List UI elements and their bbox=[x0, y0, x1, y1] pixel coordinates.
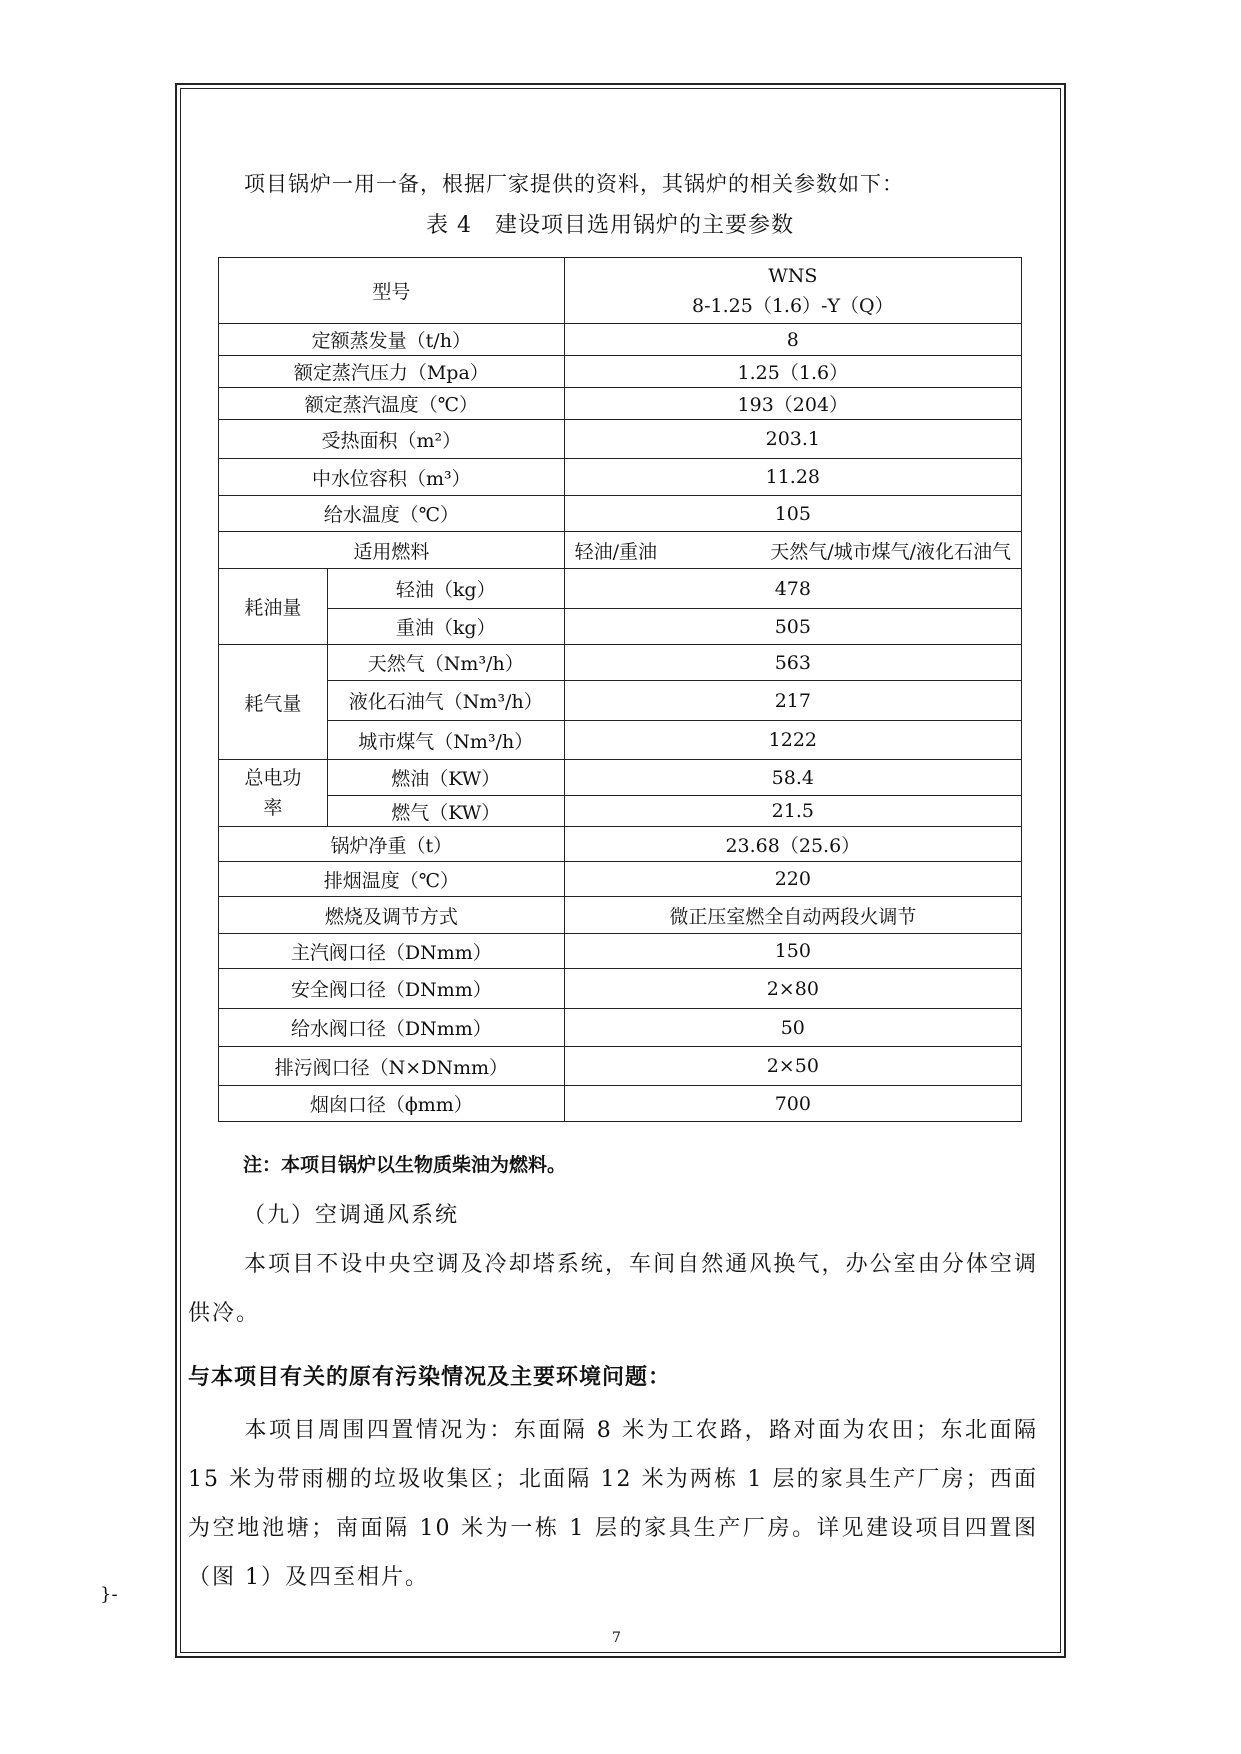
boiler-parameters-table bbox=[218, 257, 1022, 1122]
surroundings-paragraph bbox=[188, 1406, 1038, 1602]
model-value-line1: WNS bbox=[768, 264, 818, 287]
table-row bbox=[219, 721, 1022, 760]
row-value: 700 bbox=[564, 1086, 1021, 1122]
binding-edge-mark: }- bbox=[100, 1584, 118, 1605]
table-row bbox=[219, 532, 1022, 569]
row-label: 给水阀口径（DNmm） bbox=[219, 1009, 565, 1047]
model-label: 型号 bbox=[219, 258, 565, 324]
table-row bbox=[219, 459, 1022, 496]
oil-consumption-group: 耗油量 bbox=[219, 569, 328, 645]
row-value: 21.5 bbox=[564, 796, 1021, 827]
model-value bbox=[564, 258, 1021, 324]
gas-consumption-group: 耗气量 bbox=[219, 645, 328, 760]
row-label: 城市煤气（Nm³/h） bbox=[327, 721, 564, 760]
row-label: 安全阀口径（DNmm） bbox=[219, 969, 565, 1009]
table-row bbox=[219, 388, 1022, 420]
table-row bbox=[219, 569, 1022, 609]
row-label: 主汽阀口径（DNmm） bbox=[219, 934, 565, 969]
row-value: 2×80 bbox=[564, 969, 1021, 1009]
fuel-label: 适用燃料 bbox=[219, 532, 565, 569]
fuel-gas-types: 天然气/城市煤气/液化石油气 bbox=[770, 540, 1011, 563]
row-label: 燃烧及调节方式 bbox=[219, 897, 565, 934]
row-label: 排烟温度（℃） bbox=[219, 862, 565, 897]
row-label: 定额蒸发量（t/h） bbox=[219, 324, 565, 356]
total-power-line2: 率 bbox=[263, 797, 283, 819]
table-row bbox=[219, 645, 1022, 681]
row-label: 中水位容积（m³） bbox=[219, 459, 565, 496]
table-row bbox=[219, 760, 1022, 796]
row-value: 2×50 bbox=[564, 1047, 1021, 1086]
table-row bbox=[219, 796, 1022, 827]
row-label: 排污阀口径（N×DNmm） bbox=[219, 1047, 565, 1086]
row-value: 1222 bbox=[564, 721, 1021, 760]
table-caption: 表 4 建设项目选用锅炉的主要参数 bbox=[426, 213, 794, 238]
table-row bbox=[219, 827, 1022, 862]
row-label: 液化石油气（Nm³/h） bbox=[327, 681, 564, 721]
table-row bbox=[219, 1009, 1022, 1047]
row-value: 105 bbox=[564, 496, 1021, 532]
total-power-group bbox=[219, 760, 328, 827]
row-label: 给水温度（℃） bbox=[219, 496, 565, 532]
row-value: 23.68（25.6） bbox=[564, 827, 1021, 862]
table-row bbox=[219, 1086, 1022, 1122]
table-row bbox=[219, 258, 1022, 324]
table-row bbox=[219, 897, 1022, 934]
row-value: 58.4 bbox=[564, 760, 1021, 796]
section-title: （九）空调通风系统 bbox=[243, 1203, 460, 1228]
row-label: 重油（kg） bbox=[327, 609, 564, 645]
row-value: 1.25（1.6） bbox=[564, 356, 1021, 388]
row-value: 11.28 bbox=[564, 459, 1021, 496]
hvac-text: 本项目不设中央空调及冷却塔系统，车间自然通风换气，办公室由分体空调供冷。 bbox=[188, 1252, 1038, 1326]
row-value: 50 bbox=[564, 1009, 1021, 1047]
table-row bbox=[219, 420, 1022, 459]
row-value: 220 bbox=[564, 862, 1021, 897]
row-value: 478 bbox=[564, 569, 1021, 609]
row-label: 燃油（KW） bbox=[327, 760, 564, 796]
table-row bbox=[219, 324, 1022, 356]
hvac-paragraph bbox=[188, 1240, 1038, 1338]
row-value: 193（204） bbox=[564, 388, 1021, 420]
surroundings-text: 本项目周围四置情况为：东面隔 8 米为工农路，路对面为农田；东北面隔 15 米为带雨棚的垃圾收集区；北面隔 12 米为两栋 1 层的家具生产厂房；西面为空地池塘；南面隔 10 米为一栋 1 层的家具生产厂房。详见建设项目四置图（图 1）及四至相片。 bbox=[188, 1418, 1038, 1590]
model-value-line2: 8-1.25（1.6）-Y（Q） bbox=[692, 294, 894, 317]
row-label: 受热面积（m²） bbox=[219, 420, 565, 459]
table-row bbox=[219, 862, 1022, 897]
pollution-heading: 与本项目有关的原有污染情况及主要环境问题： bbox=[188, 1365, 672, 1390]
fuel-oil-types: 轻油/重油 bbox=[574, 540, 658, 563]
row-value: 150 bbox=[564, 934, 1021, 969]
row-value: 217 bbox=[564, 681, 1021, 721]
row-label: 燃气（KW） bbox=[327, 796, 564, 827]
table-row bbox=[219, 356, 1022, 388]
row-label: 轻油（kg） bbox=[327, 569, 564, 609]
row-label: 天然气（Nm³/h） bbox=[327, 645, 564, 681]
row-label: 额定蒸汽压力（Mpa） bbox=[219, 356, 565, 388]
table-row bbox=[219, 1047, 1022, 1086]
table-row bbox=[219, 681, 1022, 721]
table-row bbox=[219, 496, 1022, 532]
row-label: 额定蒸汽温度（℃） bbox=[219, 388, 565, 420]
row-label: 烟囱口径（ϕmm） bbox=[219, 1086, 565, 1122]
intro-paragraph: 项目锅炉一用一备，根据厂家提供的资料，其锅炉的相关参数如下： bbox=[244, 172, 904, 196]
row-value: 微正压室燃全自动两段火调节 bbox=[564, 897, 1021, 934]
table-row bbox=[219, 969, 1022, 1009]
table-note: 注：本项目锅炉以生物质柴油为燃料。 bbox=[243, 1154, 567, 1176]
row-value: 505 bbox=[564, 609, 1021, 645]
table-row bbox=[219, 934, 1022, 969]
row-value: 203.1 bbox=[564, 420, 1021, 459]
row-value: 8 bbox=[564, 324, 1021, 356]
table-row bbox=[219, 609, 1022, 645]
row-label: 锅炉净重（t） bbox=[219, 827, 565, 862]
fuel-value bbox=[564, 532, 1021, 569]
total-power-line1: 总电功 bbox=[244, 767, 302, 789]
page-number: 7 bbox=[612, 1630, 621, 1646]
row-value: 563 bbox=[564, 645, 1021, 681]
